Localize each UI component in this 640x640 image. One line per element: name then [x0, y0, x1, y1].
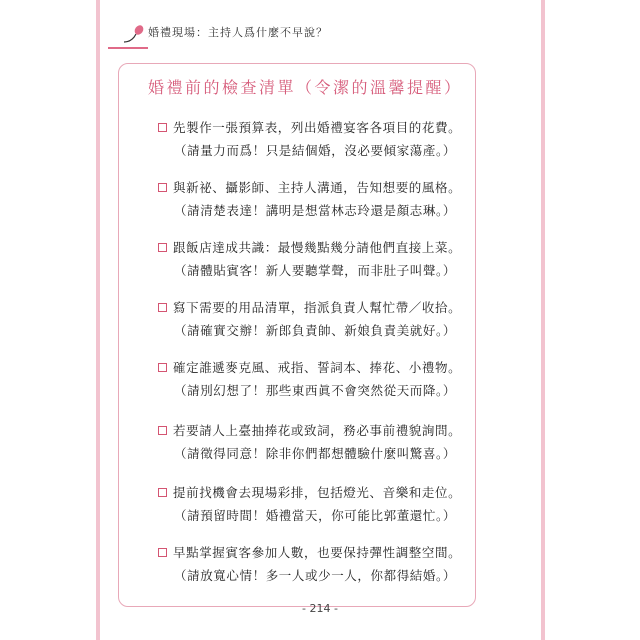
item-text: 提前找機會去現場彩排，包括燈光、音樂和走位。 — [173, 485, 462, 500]
item-text: 寫下需要的用品清單，指派負責人幫忙帶／收拾。 — [173, 300, 462, 315]
checklist-item — [158, 177, 462, 221]
item-text: 與新祕、攝影師、主持人溝通，告知想要的風格。 — [173, 180, 462, 195]
checkbox-icon[interactable] — [158, 183, 167, 192]
checklist-item — [158, 482, 462, 526]
item-note: （請別幻想了！那些東西眞不會突然從天而降。） — [174, 383, 456, 398]
item-note: （請徵得同意！除非你們都想體驗什麼叫驚喜。） — [174, 446, 456, 461]
item-note: （請放寬心情！多一人或少一人，你都得結婚。） — [174, 568, 456, 583]
checklist-item — [158, 117, 462, 161]
checkbox-icon[interactable] — [158, 243, 167, 252]
item-note: （請體貼賓客！新人要聽掌聲，而非肚子叫聲。） — [174, 263, 456, 278]
checklist-item — [158, 357, 462, 401]
checklist-title: 婚禮前的檢查清單（令潔的溫馨提醒） — [148, 78, 463, 97]
checkbox-icon[interactable] — [158, 488, 167, 497]
item-note: （請預留時間！婚禮當天，你可能比郭董還忙。） — [174, 508, 456, 523]
checkbox-icon[interactable] — [158, 426, 167, 435]
item-text: 若要請人上臺抽捧花或致詞，務必事前禮貌詢問。 — [173, 423, 462, 438]
page-header — [96, 14, 545, 48]
checkbox-icon[interactable] — [158, 548, 167, 557]
item-text: 先製作一張預算表，列出婚禮宴客各項目的花費。 — [173, 120, 462, 135]
checklist-item — [158, 297, 462, 341]
checkbox-icon[interactable] — [158, 303, 167, 312]
microphone-icon — [122, 22, 146, 44]
item-text: 跟飯店達成共識：最慢幾點幾分請他們直接上菜。 — [173, 240, 462, 255]
item-note: （請量力而爲！只是結個婚，沒必要傾家蕩產。） — [174, 143, 456, 158]
checkbox-icon[interactable] — [158, 363, 167, 372]
item-text: 早點掌握賓客參加人數，也要保持彈性調整空間。 — [173, 545, 462, 560]
checklist-item — [158, 542, 462, 586]
header-underline — [108, 47, 148, 49]
page-number: - 214 - — [302, 602, 338, 615]
checkbox-icon[interactable] — [158, 123, 167, 132]
checklist-item — [158, 237, 462, 281]
item-note: （請清楚表達！講明是想當林志玲還是顏志琳。） — [174, 203, 456, 218]
item-note: （請確實交辦！新郎負責帥、新娘負責美就好。） — [174, 323, 456, 338]
checklist-item — [158, 420, 462, 464]
header-title: 婚禮現場：主持人爲什麼不早說？ — [148, 26, 328, 39]
item-text: 確定誰遞麥克風、戒指、誓詞本、捧花、小禮物。 — [173, 360, 462, 375]
